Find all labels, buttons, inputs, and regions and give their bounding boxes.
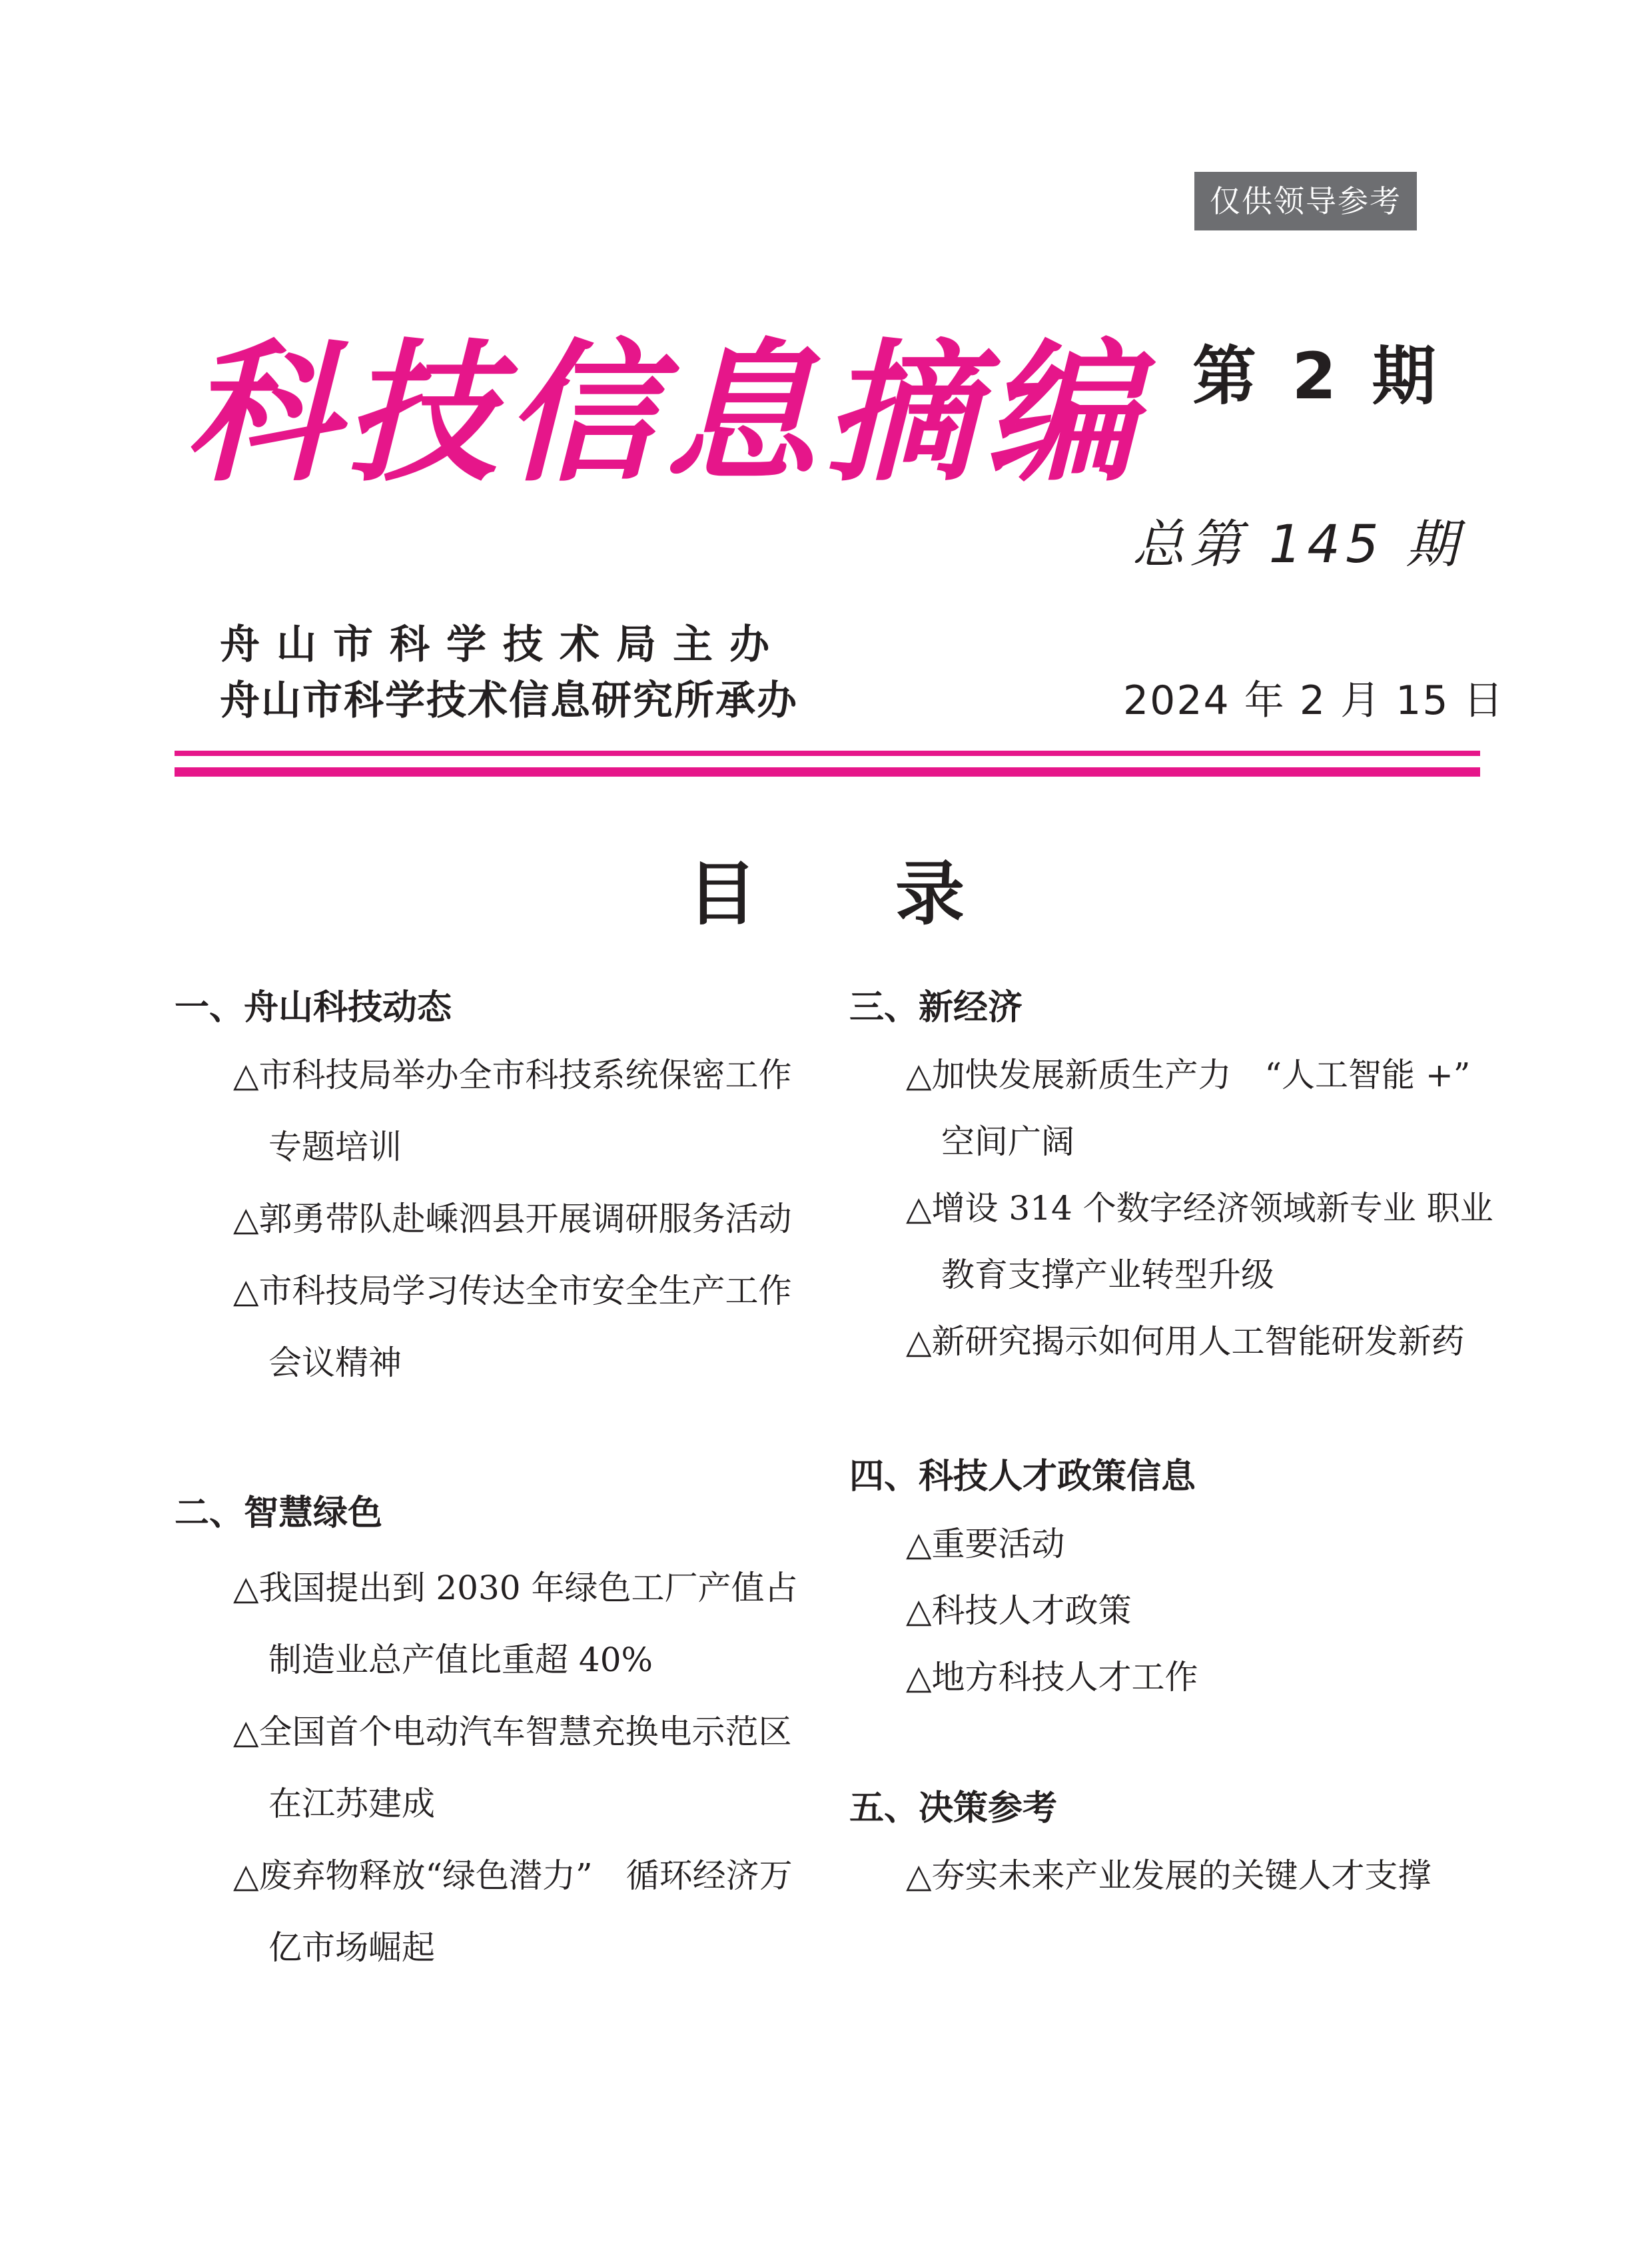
toc-item-continued[interactable]: 教育支撑产业转型升级 — [941, 1256, 1274, 1294]
toc-section-heading: 五、决策参考 — [849, 1788, 1058, 1828]
toc-item-continued[interactable]: 空间广阔 — [941, 1122, 1074, 1161]
toc-item-continued[interactable]: 专题培训 — [268, 1128, 402, 1166]
toc-item[interactable]: △全国首个电动汽车智慧充换电示范区 — [233, 1712, 792, 1751]
toc-item-continued[interactable]: 制造业总产值比重超 40% — [268, 1641, 653, 1679]
issue-number: 第 2 期 — [1192, 339, 1443, 414]
toc-item[interactable]: △重要活动 — [906, 1525, 1065, 1563]
toc-item-continued[interactable]: 亿市场崛起 — [268, 1928, 435, 1967]
organizer: 舟山市科学技术局主办 — [220, 621, 786, 668]
publication-title: 科技信息摘编 — [185, 324, 1144, 502]
toc-section-heading: 三、新经济 — [849, 988, 1023, 1028]
toc-item[interactable]: △市科技局举办全市科技系统保密工作 — [233, 1056, 792, 1094]
header-rule-thick — [175, 767, 1480, 777]
toc-item-continued[interactable]: 会议精神 — [268, 1343, 402, 1382]
total-issue-number: 总第 145 期 — [1132, 515, 1463, 575]
toc-item[interactable]: △科技人才政策 — [906, 1591, 1132, 1630]
co-organizer: 舟山市科学技术信息研究所承办 — [220, 677, 798, 724]
toc-item[interactable]: △加快发展新质生产力 “人工智能 +” — [906, 1056, 1471, 1094]
toc-item[interactable]: △郭勇带队赴嵊泗县开展调研服务活动 — [233, 1200, 792, 1238]
header-rule-thin — [175, 751, 1480, 756]
toc-item[interactable]: △地方科技人才工作 — [906, 1658, 1198, 1696]
publication-date: 2024 年 2 月 15 日 — [1123, 677, 1505, 724]
toc-item[interactable]: △市科技局学习传达全市安全生产工作 — [233, 1272, 792, 1310]
toc-section-heading: 四、科技人才政策信息 — [849, 1457, 1196, 1497]
toc-item[interactable]: △增设 314 个数字经济领域新专业 职业 — [906, 1189, 1493, 1228]
toc-section-heading: 一、舟山科技动态 — [175, 988, 452, 1028]
toc-item[interactable]: △夯实未来产业发展的关键人才支撑 — [906, 1856, 1432, 1895]
toc-item[interactable]: △我国提出到 2030 年绿色工厂产值占 — [233, 1569, 798, 1607]
toc-section-heading: 二、智慧绿色 — [175, 1493, 383, 1533]
toc-item-continued[interactable]: 在江苏建成 — [268, 1784, 435, 1823]
toc-item[interactable]: △新研究揭示如何用人工智能研发新药 — [906, 1322, 1465, 1361]
reference-badge: 仅供领导参考 — [1194, 172, 1417, 230]
toc-item[interactable]: △废弃物释放“绿色潜力” 循环经济万 — [233, 1856, 793, 1895]
toc-title: 目 录 — [687, 853, 965, 934]
